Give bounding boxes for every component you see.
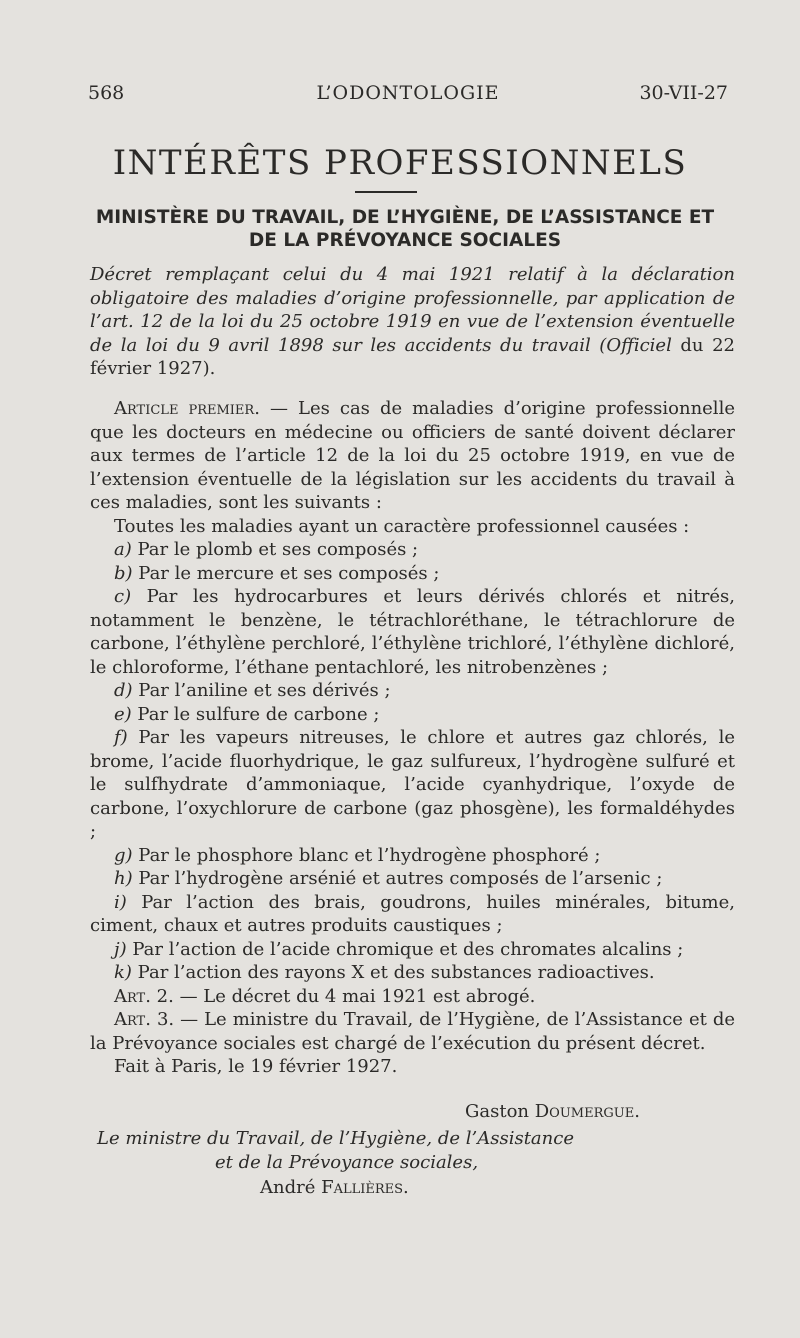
articles	[90, 397, 735, 1079]
list-item	[90, 562, 735, 586]
article-3-text: — Le ministre du Travail, de l’Hygiène, de l’Assistance et de la Prévoyance sociales est chargé de l’exécution du présent décret.	[90, 1009, 735, 1054]
journal-title: L’ODONTOLOGIE	[316, 82, 500, 104]
title-rule	[355, 191, 417, 193]
list-text: Par le plomb et ses composés ;	[131, 539, 419, 560]
list-letter: a)	[114, 539, 132, 560]
list-letter: j)	[114, 938, 127, 960]
list-letter: c)	[114, 586, 132, 607]
list-item	[90, 679, 735, 703]
decree-officiel: Officiel	[606, 334, 672, 356]
page-number: 568	[88, 82, 125, 104]
list-item	[90, 891, 735, 938]
done-at: Fait à Paris, le 19 février 1927.	[114, 1056, 398, 1077]
minister-line-2: et de la Prévoyance sociales,	[215, 1151, 479, 1173]
list-item	[90, 703, 735, 727]
list-letter: b)	[114, 562, 133, 584]
article-2-text: — Le décret du 4 mai 1921 est abrogé.	[173, 985, 536, 1007]
signature-minister-first: André	[260, 1177, 322, 1198]
list-letter: g)	[114, 844, 133, 866]
list-text: Par les hydrocarbures et leurs dérivés chlorés et nitrés, notamment le benzène, le tétrachloréthane, le tétrachlorure de carbone, l’éthylène perchloré, l’éthylène trichloré, l’éthylène dichloré, le chloroforme, l’éthane pentachloré, les nitrobenzènes ;	[90, 586, 735, 678]
list-text: Par l’action des rayons X et des substances radioactives.	[131, 962, 655, 983]
signature-president-first: Gaston	[465, 1101, 535, 1122]
decree-text-1: Décret remplaçant celui du 4 mai 1921 relatif à la déclaration obligatoire des maladies d’origine professionnelle, par application de l’art. 12 de la loi du 25 octobre 1919 en vue de l’extension éventuelle de la loi du 9 avril 1898 sur les accidents du travail (	[90, 264, 735, 356]
ministry-heading: MINISTÈRE DU TRAVAIL, DE L’HYGIÈNE, DE L’ASSISTANCE ET DE LA PRÉVOYANCE SOCIALES	[95, 207, 715, 251]
article-3-label: Art. 3.	[114, 1009, 175, 1030]
article-1	[90, 397, 735, 515]
minister-line-1: Le ministre du Travail, de l’Hygiène, de l’Assistance	[97, 1128, 574, 1149]
list-item	[90, 844, 735, 868]
decree-summary	[90, 263, 735, 381]
list-text: Par le sulfure de carbone ;	[131, 703, 380, 725]
list-item	[90, 867, 735, 891]
list-text: Par l’action de l’acide chromique et des chromates alcalins ;	[126, 938, 684, 960]
signature-minister	[260, 1177, 409, 1198]
article-1-text: — Les cas de maladies d’origine professionnelle que les docteurs en médecine ou officiers de santé doivent déclarer aux termes de l’article 12 de la loi du 25 octobre 1919, en vue de l’extension éventuelle de la législation sur les accidents du travail à ces maladies, sont les suivants :	[90, 398, 735, 513]
article-1-intro: Toutes les maladies ayant un caractère professionnel causées :	[114, 515, 690, 537]
list-letter: d)	[114, 680, 133, 701]
list-item	[90, 726, 735, 844]
decree-text-2: du 22 février 1927).	[90, 334, 735, 379]
list-item	[90, 585, 735, 679]
list-letter: i)	[114, 891, 127, 913]
list-letter: e)	[114, 703, 132, 725]
article-2	[90, 985, 735, 1009]
list-item	[90, 538, 735, 562]
list-text: Par le phosphore blanc et l’hydrogène phosphoré ;	[132, 844, 601, 866]
list-item	[90, 938, 735, 962]
minister-title	[97, 1127, 574, 1174]
list-text: Par le mercure et ses composés ;	[132, 562, 440, 584]
article-3	[90, 1008, 735, 1055]
list-text: Par l’hydrogène arsénié et autres composés de l’arsenic ;	[132, 868, 663, 889]
issue-date: 30-VII-27	[639, 82, 728, 104]
article-2-label: Art. 2.	[114, 985, 174, 1007]
list-item	[90, 961, 735, 985]
list-text: Par l’action des brais, goudrons, huiles minérales, bitume, ciment, chaux et autres produits caustiques ;	[90, 891, 735, 936]
section-title: INTÉRÊTS PROFESSIONNELS	[112, 143, 688, 183]
signature-president-last: Doumergue.	[534, 1101, 640, 1122]
list-text: Par l’aniline et ses dérivés ;	[132, 680, 391, 701]
list-text: Par les vapeurs nitreuses, le chlore et autres gaz chlorés, le brome, l’acide fluorhydrique, le gaz sulfureux, l’hydrogène sulfuré et le sulfhydrate d’ammoniaque, l’acide cyanhydrique, l’oxyde de carbone, l’oxychlorure de carbone (gaz phosgène), les formaldéhydes ;	[90, 727, 735, 842]
article-1-label: Article premier.	[114, 398, 260, 419]
list-letter: k)	[114, 962, 132, 983]
list-letter: h)	[114, 868, 133, 889]
signature-minister-last: Fallières.	[321, 1177, 409, 1198]
running-header	[88, 82, 728, 108]
list-letter: f)	[114, 727, 128, 748]
signature-president	[465, 1101, 640, 1122]
